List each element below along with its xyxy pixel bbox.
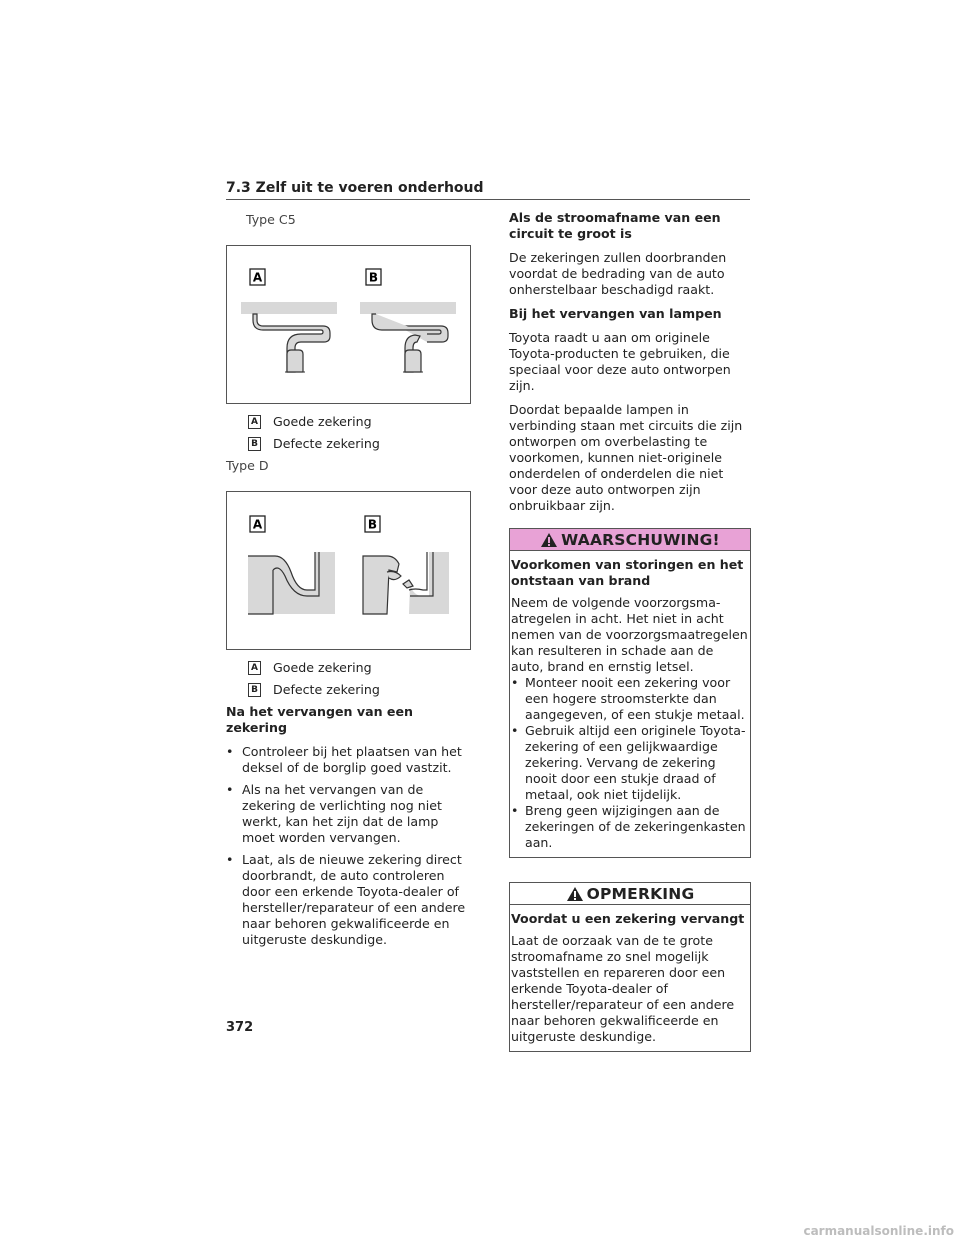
warning-text: Neem de volgende voorzorgsma-atregelen in acht. Het niet in acht nemen van de voorzorgsmaatregelen kan resulteren in schade aan de auto, brand en ernstig letsel. bbox=[511, 595, 748, 674]
note-subheading: Voordat u een zekering vervangt bbox=[511, 911, 745, 926]
page-number: 372 bbox=[226, 1020, 254, 1035]
blown-fuse-c5 bbox=[360, 302, 456, 372]
after-replacement-heading: Na het vervangen van een zekering bbox=[226, 704, 413, 735]
fig1-label-b: B bbox=[368, 270, 379, 285]
good-fuse-c5 bbox=[241, 302, 337, 372]
fig1-caption-text-b: Defecte zekering bbox=[273, 436, 380, 451]
fuse-figure-d bbox=[226, 491, 471, 650]
warning-header bbox=[510, 529, 750, 551]
fig1-caption-a bbox=[248, 414, 470, 430]
note-header bbox=[510, 883, 750, 905]
fig1-caption-badge-b: B bbox=[248, 437, 261, 451]
right-column bbox=[509, 210, 751, 1072]
fig2-caption-badge-a: A bbox=[248, 661, 261, 675]
good-fuse-d bbox=[248, 552, 335, 614]
list-item: • Breng geen wijzigingen aan de zekeringen of de zekeringenkasten aan. bbox=[511, 803, 746, 850]
after-replacement-list bbox=[226, 744, 470, 948]
lamps-text-2: Doordat bepaalde lampen in verbinding staan met circuits die zijn ontworpen om overbelasting te voorkomen, kunnen niet-originele onderdelen of onderdelen die niet voor deze auto ontworpen zijn onbruikbaar zijn. bbox=[509, 402, 743, 513]
fig1-caption-badge-a: A bbox=[248, 415, 261, 429]
note-title: OPMERKING bbox=[586, 884, 695, 903]
warning-icon bbox=[540, 532, 558, 548]
list-item: • Gebruik altijd een originele Toyota-zekering of een gelijkwaardige zekering. Vervang de zekering nooit door een stukje draad of metaal, ook niet tijdelijk. bbox=[511, 723, 746, 802]
fig1-caption-b bbox=[248, 436, 470, 452]
caution-icon bbox=[566, 886, 584, 902]
fig2-label-a: A bbox=[252, 517, 263, 532]
note-box bbox=[509, 882, 751, 1052]
fuse-d-illustration bbox=[227, 492, 470, 649]
fig1-caption-text-a: Goede zekering bbox=[273, 414, 372, 429]
fig2-caption-text-a: Goede zekering bbox=[273, 660, 372, 675]
left-column bbox=[226, 212, 470, 956]
warning-subheading: Voorkomen van storingen en het ontstaan van brand bbox=[511, 557, 744, 588]
type-d-label: Type D bbox=[226, 458, 269, 473]
lamps-heading: Bij het vervangen van lampen bbox=[509, 306, 722, 321]
warning-box bbox=[509, 528, 751, 858]
fig2-caption-badge-b: B bbox=[248, 683, 261, 697]
overload-heading: Als de stroomafname van een circuit te groot is bbox=[509, 210, 721, 241]
list-item: • Controleer bij het plaatsen van het deksel of de borglip goed vastzit. bbox=[226, 744, 462, 775]
list-item: • Monteer nooit een zekering voor een hogere stroomsterkte dan aangegeven, of een stukje metaal. bbox=[511, 675, 745, 722]
list-item: • Laat, als de nieuwe zekering direct doorbrandt, de auto controleren door een erkende Toyota-dealer of hersteller/reparateur of een andere naar behoren gekwalificeerde en uitgeruste deskundige. bbox=[226, 852, 466, 947]
fig2-label-b: B bbox=[367, 517, 378, 532]
blown-fuse-d bbox=[363, 552, 449, 614]
fuse-c5-illustration bbox=[227, 246, 470, 403]
fig2-caption-text-b: Defecte zekering bbox=[273, 682, 380, 697]
warning-list bbox=[511, 675, 748, 851]
section-header: 7.3 Zelf uit te voeren onderhoud bbox=[226, 180, 750, 200]
fig2-caption-a bbox=[248, 660, 470, 676]
lamps-text-1: Toyota raadt u aan om originele Toyota-producten te gebruiken, die speciaal voor deze auto ontworpen zijn. bbox=[509, 330, 731, 393]
overload-text: De zekeringen zullen doorbranden voordat de bedrading van de auto onherstelbaar beschadigd raakt. bbox=[509, 250, 727, 297]
warning-title: WAARSCHUWING! bbox=[561, 530, 720, 549]
fuse-figure-c5 bbox=[226, 245, 471, 404]
watermark: carmanualsonline.info bbox=[803, 1224, 954, 1238]
note-text: Laat de oorzaak van de te grote stroomafname zo snel mogelijk vaststellen en repareren door een erkende Toyota-dealer of hersteller/reparateur of een andere naar behoren gekwalificeerde en uitgeruste deskundige. bbox=[511, 933, 735, 1044]
list-item: • Als na het vervangen van de zekering de verlichting nog niet werkt, kan het zijn dat de lamp moet worden vervangen. bbox=[226, 782, 442, 845]
type-c5-label: Type C5 bbox=[246, 212, 296, 227]
fig2-caption-b bbox=[248, 682, 470, 698]
fig1-label-a: A bbox=[252, 270, 263, 285]
